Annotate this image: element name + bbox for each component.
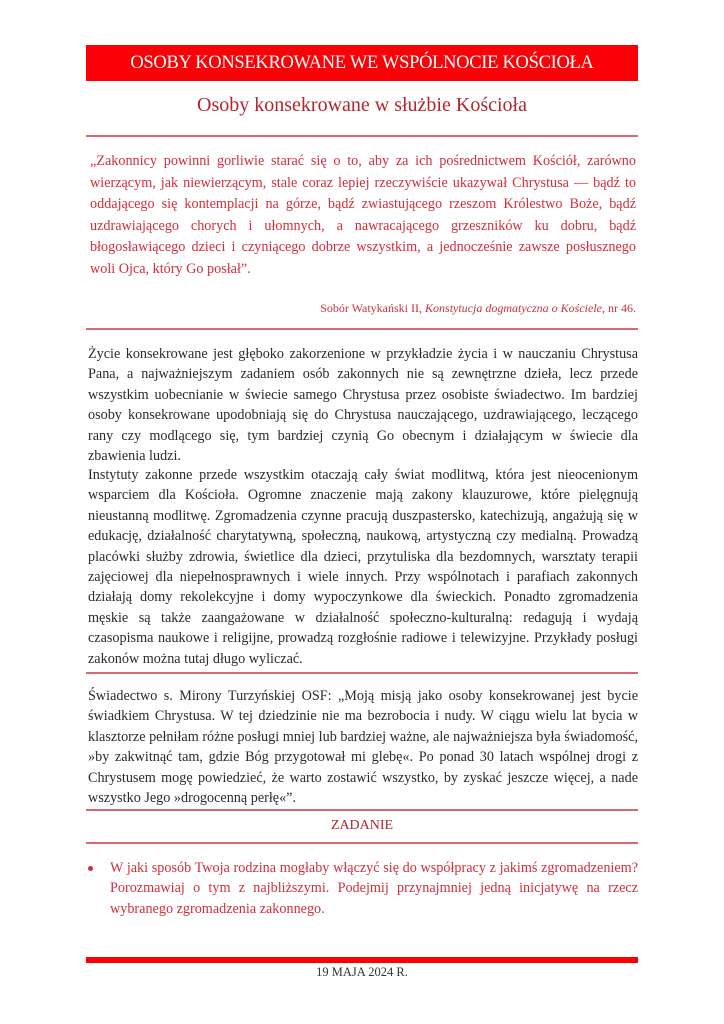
page-subtitle: Osoby konsekrowane w służbie Kościoła xyxy=(197,94,527,116)
source-title: Konstytucja dogmatyczna o Kościele xyxy=(425,301,602,315)
divider xyxy=(86,809,638,811)
footer-bar xyxy=(86,957,638,963)
source-author: Sobór Watykański II, xyxy=(320,301,426,315)
body-paragraph: Instytuty zakonne przede wszystkim otaczają cały świat modlitwą, która jest nieocenionym wsparciem dla Kościoła. Ogromne znaczenie mają zakony klauzurowe, które pielęgnują nieustanną modlitwę. Zgromadzenia czynne pracują duszpastersko, katechizują, angażują się w edukację, działalność charytatywną, społeczną, naukową, artystyczną czy medialną. Prowadzą placówki służby zdrowia, świetlice dla dzieci, przytuliska dla bezdomnych, warsztaty terapii zajęciowej dla niepełnosprawnych i wiele innych. Przy wspólnotach i parafiach zakonnych działają domy rekolekcyjne i domy wypoczynkowe dla świeckich. Ponadto zgromadzenia męskie są także zaangażowane w działalność społeczno-kulturalną: redagują i wydają czasopisma naukowe i religijne, prowadzą rozgłośnie radiowe i telewizyjne. Przykłady posługi zakonów można tutaj długo wyliczać. xyxy=(88,467,638,667)
task-title: ZADANIE xyxy=(330,818,394,833)
quote-text: „Zakonnicy powinni gorliwie starać się o to, aby za ich pośrednictwem Kościół, zarówno wierzącym, jak niewierzącym, stale coraz lepiej rzeczywiście ukazywał Chrystusa — bądź to oddającego się kontemplacji na górze, bądź zwiastującego rzeszom Królestwo Boże, bądź uzdrawiającego chorych i ułomnych, a nawracającego grzeszników ku dobru, bądź błogosławiącego dzieci i czyniącego dobrze wszystkim, a jednocześnie zawsze posłusznego woli Ojca, który Go posłał”. xyxy=(90,153,636,277)
divider xyxy=(86,328,638,330)
task-item-text: W jaki sposób Twoja rodzina mogłaby włączyć się do współpracy z jakimś zgromadzeniem? Porozmawiaj o tym z najbliższymi. Podejmij przynajmniej jedną inicjatywę na rzecz wybranego zgromadzenia zakonnego. xyxy=(110,860,638,917)
task-list xyxy=(86,858,638,919)
source-ref: , nr 46. xyxy=(602,301,636,315)
divider xyxy=(86,672,638,674)
bullet-icon xyxy=(88,866,93,871)
header-banner: OSOBY KONSEKROWANE WE WSPÓLNOCIE KOŚCIOŁA xyxy=(86,45,638,81)
quote-source xyxy=(320,301,636,316)
divider xyxy=(86,842,638,844)
task-item xyxy=(86,858,638,919)
footer-date: 19 MAJA 2024 R. xyxy=(316,965,408,979)
divider xyxy=(86,135,638,137)
body-paragraph: Życie konsekrowane jest głęboko zakorzenione w przykładzie życia i w nauczaniu Chrystusa Pana, a najważniejszym zadaniem osób zakonnych nie są zewnętrzne dzieła, lecz przede wszystkim uobecnianie w świecie samego Chrystusa przez osobiste świadectwo. Im bardziej osoby konsekrowane upodobniają się do Chrystusa nauczającego, uzdrawiającego, leczącego rany czy modlącego się, tym bardziej czynią Go obecnym i działającym w świecie dla zbawienia ludzi. xyxy=(88,346,638,465)
testimony-paragraph: Świadectwo s. Mirony Turzyńskiej OSF: „Moją misją jako osoby konsekrowanej jest bycie świadkiem Chrystusa. W tej dziedzinie nie ma bezrobocia i nudy. W ciągu wielu lat bycia w klasztorze pełniłam różne posługi mniej lub bardziej ważne, ale najważniejsza była świadomość, »by zakwitnąć tam, gdzie Bóg przygotował mi glebę«. Po ponad 30 latach wspólnej drogi z Chrystusem mogę powiedzieć, że warto zostawić wszystko, by zyskać jeszcze więcej, a nade wszystko Jego »drogocenną perłę«”. xyxy=(88,688,638,807)
